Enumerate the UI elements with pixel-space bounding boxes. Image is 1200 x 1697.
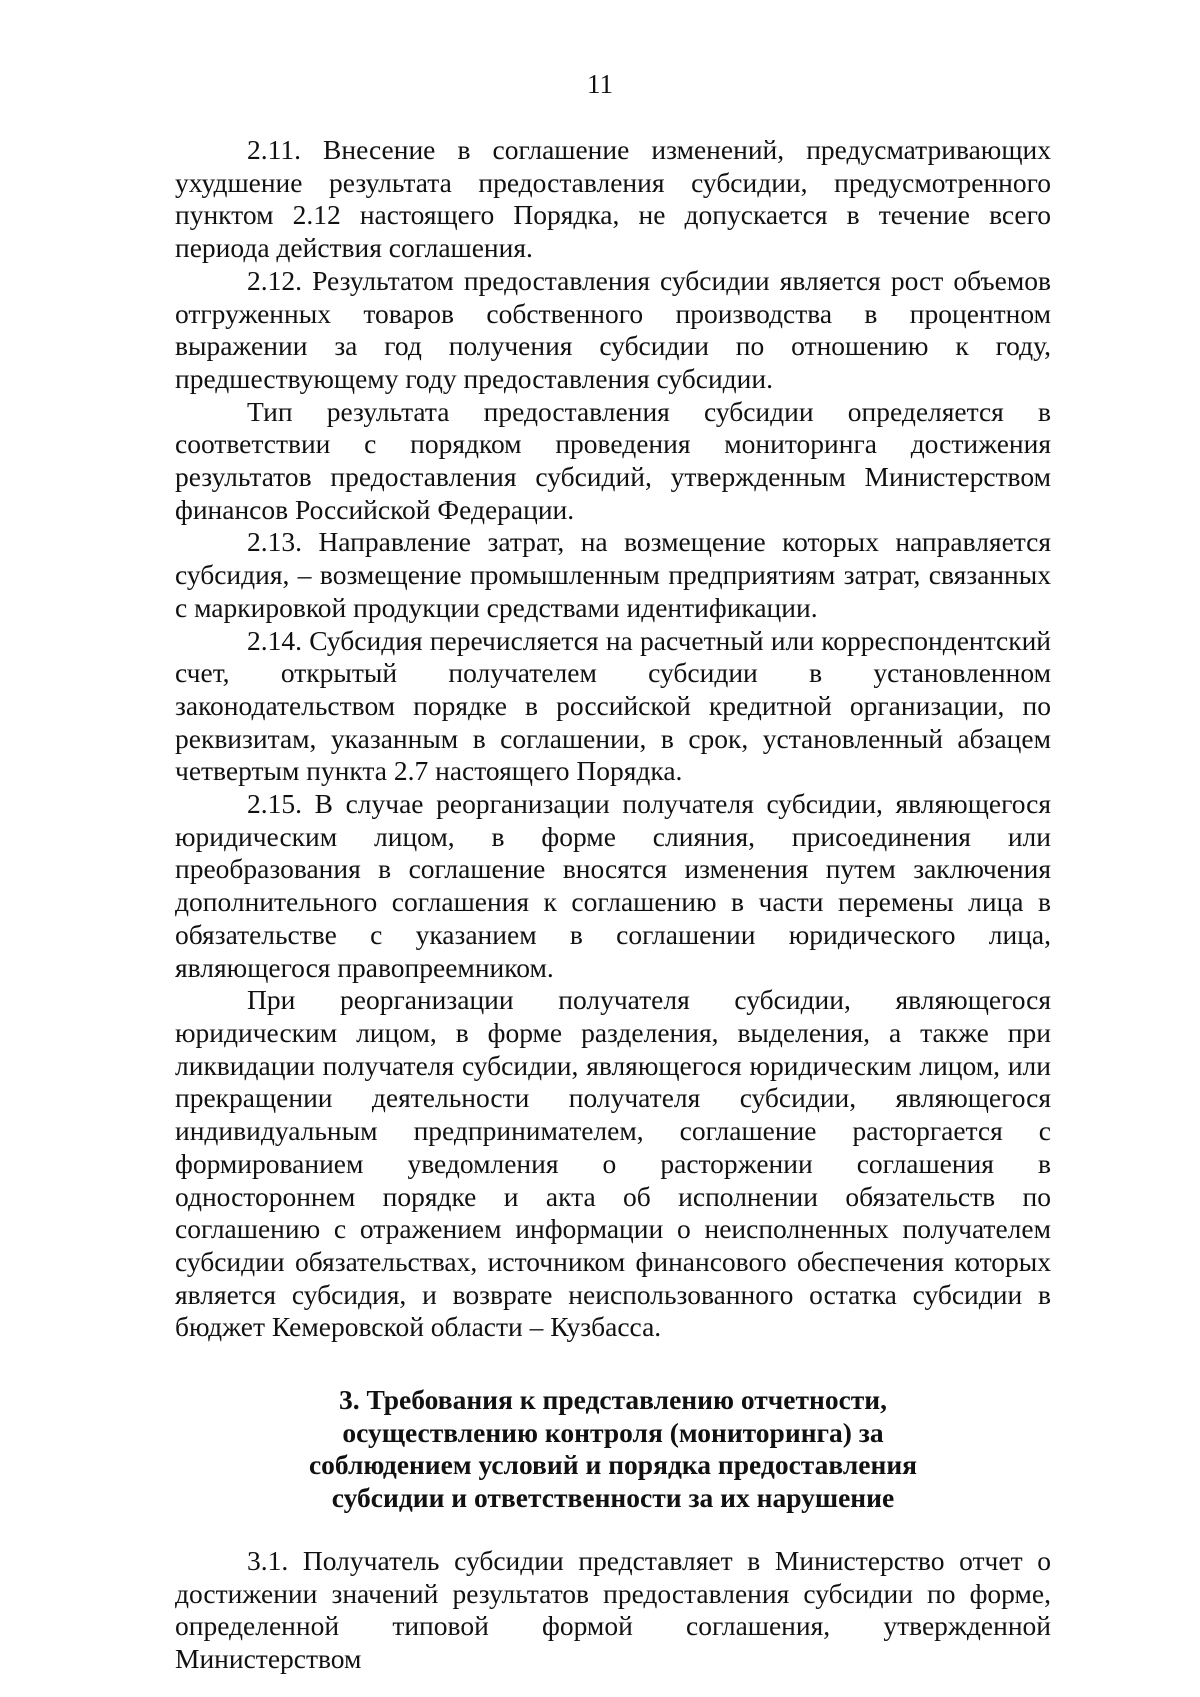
section-3-heading <box>175 1384 1051 1515</box>
page-number: 11 <box>587 69 613 99</box>
paragraph-2-14: 2.14. Субсидия перечисляется на расчетный или корреспондентский счет, открытый получателем субсидии в установленном законодательством порядке в российской кредитной организации, по реквизитам, указанным в соглашении, в срок, установленный абзацем четвертым пункта 2.7 настоящего Порядка. <box>175 624 1051 787</box>
section-3-heading-line: субсидии и ответственности за их нарушение <box>331 1482 895 1514</box>
paragraph-2-11: 2.11. Внесение в соглашение изменений, предусматривающих ухудшение результата предоставления субсидии, предусмотренного пунктом 2.12 настоящего Порядка, не допускается в течение всего периода действия соглашения. <box>175 134 1051 264</box>
paragraph-2-12: 2.12. Результатом предоставления субсидии является рост объемов отгруженных товаров собственного производства в процентном выражении за год получения субсидии по отношению к году, предшествующему году предоставления субсидии. <box>175 264 1051 394</box>
document-body <box>175 134 1051 1676</box>
paragraph-result-type: Тип результата предоставления субсидии определяется в соответствии с порядком проведения мониторинга достижения результатов предоставления субсидий, утвержденным Министерством финансов Российской Федерации. <box>175 395 1051 525</box>
paragraph-3-1: 3.1. Получатель субсидии представляет в Министерство отчет о достижении значений результатов предоставления субсидии по форме, определенной типовой формой соглашения, утвержденной Министерством <box>175 1544 1051 1674</box>
paragraph-2-13: 2.13. Направление затрат, на возмещение которых направляется субсидия, – возмещение промышленным предприятиям затрат, связанных с маркировкой продукции средствами идентификации. <box>175 526 1051 623</box>
section-3-heading-line: соблюдением условий и порядка предоставления <box>308 1449 918 1481</box>
paragraph-2-15: 2.15. В случае реорганизации получателя субсидии, являющегося юридическим лицом, в форме слияния, присоединения или преобразования в соглашение вносятся изменения путем заключения дополнительного соглашения к соглашению в части перемены лица в обязательстве с указанием в соглашении юридического лица, являющегося правопреемником. <box>175 788 1051 983</box>
section-3-heading-line: осуществлению контроля (мониторинга) за <box>342 1416 884 1448</box>
section-3-heading-line: 3. Требования к представлению отчетности, <box>338 1384 888 1416</box>
paragraph-reorganization: При реорганизации получателя субсидии, являющегося юридическим лицом, в форме разделения, выделения, а также при ликвидации получателя субсидии, являющегося юридическим лицом, или прекращении деятельности получателя субсидии, являющегося индивидуальным предпринимателем, соглашение расторгается с формированием уведомления о расторжении соглашения в одностороннем порядке и акта об исполнении обязательств по соглашению с отражением информации о неисполненных получателем субсидии обязательствах, источником финансового обеспечения которых является субсидия, и возврате неиспользованного остатка субсидии в бюджет Кемеровской области – Кузбасса. <box>175 984 1051 1343</box>
